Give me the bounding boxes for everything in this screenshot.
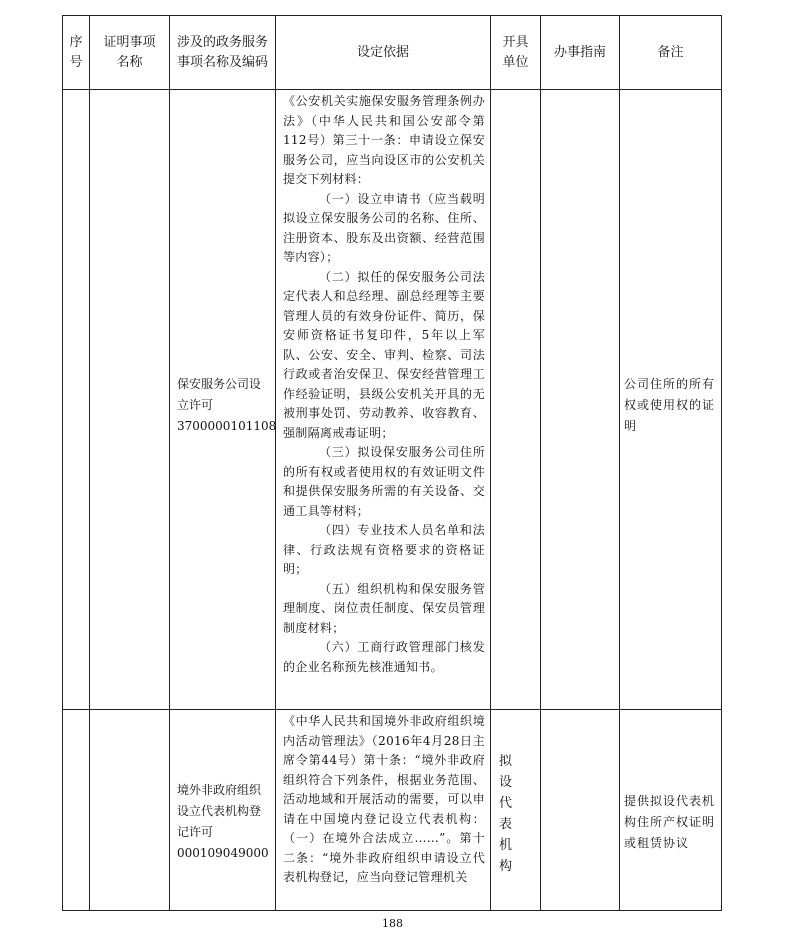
table-header-row — [63, 16, 722, 90]
header-issuer: 开具单位 — [491, 16, 541, 90]
basis-paragraph: 《公安机关实施保安服务管理条例办法》（中华人民共和国公安部令第112号）第三十一条：申请设立保安服务公司，应当向设区市的公安机关提交下列材料： — [283, 94, 485, 186]
cell-remark: 提供拟设代表机构住所产权证明或租赁协议 — [620, 710, 722, 911]
certification-table — [62, 15, 722, 911]
cell-service-item: 境外非政府组织设立代表机构登记许可000109049000 — [170, 710, 276, 911]
basis-paragraph: （五）组织机构和保安服务管理制度、岗位责任制度、保安员管理制度材料； — [283, 581, 485, 635]
cell-basis — [276, 90, 491, 710]
table-row — [63, 90, 722, 710]
cell-service-item: 保安服务公司设立许可3700000101108 — [170, 90, 276, 710]
cell-guide — [541, 90, 620, 710]
basis-paragraph: （六）工商行政管理部门核发的企业名称预先核准通知书。 — [283, 640, 485, 674]
basis-paragraph: （一）设立申请书（应当载明拟设立保安服务公司的名称、住所、注册资本、股东及出资额、经营范围等内容）； — [283, 191, 485, 264]
cell-basis — [276, 710, 491, 911]
header-service-item: 涉及的政务服务事项名称及编码 — [170, 16, 276, 90]
basis-paragraph: （二）拟任的保安服务公司法定代表人和总经理、副总经理等主要管理人员的有效身份证件、简历，保安师资格证书复印件，5年以上军队、公安、安全、审判、检察、司法行政或者治安保卫、保安经营管理工作经验证明，县级公安机关开具的无被刑事处罚、劳动教养、收容教育、强制隔离戒毒证明； — [283, 269, 485, 440]
page-number: 188 — [382, 917, 403, 930]
cell-remark: 公司住所的所有权或使用权的证明 — [620, 90, 722, 710]
basis-paragraph: 《中华人民共和国境外非政府组织境内活动管理法》（2016年4月28日主席令第44号）第十条：“境外非政府组织符合下列条件，根据业务范围、活动地域和开展活动的需要，可以申请在中国境内登记设立代表机构：（一）在境外合法成立……”。第十二条：“境外非政府组织申请设立代表机构登记，应当向登记管理机关 — [283, 714, 485, 884]
header-guide: 办事指南 — [541, 16, 620, 90]
cell-issuer: 拟设代表机构 — [491, 710, 541, 911]
header-seq: 序号 — [63, 16, 90, 90]
cell-cert-name — [90, 710, 170, 911]
cell-seq — [63, 90, 90, 710]
header-cert-name: 证明事项名称 — [90, 16, 170, 90]
basis-paragraph: （三）拟设保安服务公司住所的所有权或者使用权的有效证明文件和提供保安服务所需的有关设备、交通工具等材料； — [283, 445, 485, 518]
table-row — [63, 710, 722, 911]
cell-cert-name — [90, 90, 170, 710]
cell-guide — [541, 710, 620, 911]
cell-seq — [63, 710, 90, 911]
header-basis: 设定依据 — [276, 16, 491, 90]
cell-issuer — [491, 90, 541, 710]
basis-paragraph: （四）专业技术人员名单和法律、行政法规有资格要求的资格证明； — [283, 523, 485, 576]
header-remark: 备注 — [620, 16, 722, 90]
